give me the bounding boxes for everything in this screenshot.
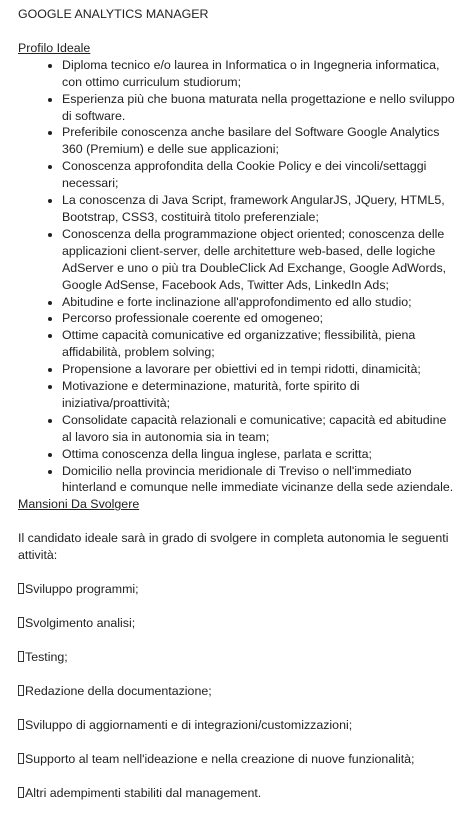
task-item (18, 717, 455, 734)
missing-glyph-icon (18, 685, 24, 696)
missing-glyph-icon (18, 617, 24, 628)
spacer (18, 564, 455, 581)
task-item (18, 581, 455, 598)
spacer (18, 513, 455, 530)
task-item (18, 683, 455, 700)
task-label: Sviluppo programmi; (25, 582, 139, 597)
requirement-item: • Motivazione e determinazione, maturità, forte spirito di iniziativa/proattività; (62, 378, 455, 412)
requirement-item: • Consolidate capacità relazionali e comunicative; capacità ed abitudine al lavoro sia in autonomia sia in team; (62, 412, 455, 446)
missing-glyph-icon (18, 753, 24, 764)
requirement-item: • Diploma tecnico e/o laurea in Informatica o in Ingegneria informatica, con ottimo curriculum studiorum; (62, 57, 455, 91)
requirements-list (18, 57, 455, 497)
profile-heading: Profilo Ideale (18, 40, 91, 55)
task-label: Sviluppo di aggiornamenti e di integrazioni/customizzazioni; (25, 717, 353, 732)
requirement-item: • Ottime capacità comunicative ed organizzative; flessibilità, piena affidabilità, problem solving; (62, 327, 455, 361)
requirement-item: • Abitudine e forte inclinazione all'approfondimento ed allo studio; (62, 294, 455, 311)
missing-glyph-icon (18, 787, 24, 798)
requirement-item: • La conoscenza di Java Script, framework AngularJS, JQuery, HTML5, Bootstrap, CSS3, costituirà titolo preferenziale; (62, 192, 455, 226)
requirement-item: • Esperienza più che buona maturata nella progettazione e nello sviluppo di software. (62, 91, 455, 125)
requirement-item: • Conoscenza della programmazione object oriented; conoscenza delle applicazioni client-server, delle architetture web-based, delle logiche AdServer e uno o più tra DoubleClick Ad Exchange, Google AdWords, Google AdSense, Facebook Ads, Twitter Ads, LinkedIn Ads; (62, 226, 455, 294)
requirement-item: • Preferibile conoscenza anche basilare del Software Google Analytics 360 (Premium) e delle sue applicazioni; (62, 124, 455, 158)
requirement-item: • Ottima conoscenza della lingua inglese, parlata e scritta; (62, 446, 455, 463)
job-title: GOOGLE ANALYTICS MANAGER (18, 7, 209, 21)
requirement-item: • Propensione a lavorare per obiettivi ed in tempi ridotti, dinamicità; (62, 361, 455, 378)
task-item (18, 615, 455, 632)
task-label: Redazione della documentazione; (25, 683, 212, 698)
task-label: Svolgimento analisi; (25, 616, 136, 630)
missing-glyph-icon (18, 583, 24, 594)
task-label: Testing; (25, 649, 68, 664)
missing-glyph-icon (18, 719, 24, 730)
task-item (18, 649, 455, 666)
task-label: Altri adempimenti stabiliti dal management. (25, 785, 262, 800)
requirement-item: • Domicilio nella provincia meridionale di Treviso o nell'immediato hinterland e comunque nelle immediate vicinanze della sede aziendale. (62, 463, 455, 497)
missing-glyph-icon (18, 651, 24, 662)
task-item (18, 785, 455, 802)
task-item (18, 751, 455, 768)
task-label: Supporto al team nell'ideazione e nella creazione di nuove funzionalità; (25, 751, 415, 766)
requirement-item: • Percorso professionale coerente ed omogeneo; (62, 310, 455, 327)
requirement-item: • Conoscenza approfondita della Cookie Policy e dei vincoli/settaggi necessari; (62, 158, 455, 192)
duties-heading: Mansioni Da Svolgere (18, 497, 140, 512)
duties-intro: Il candidato ideale sarà in grado di svolgere in completa autonomia le seguenti attività: (18, 531, 449, 563)
